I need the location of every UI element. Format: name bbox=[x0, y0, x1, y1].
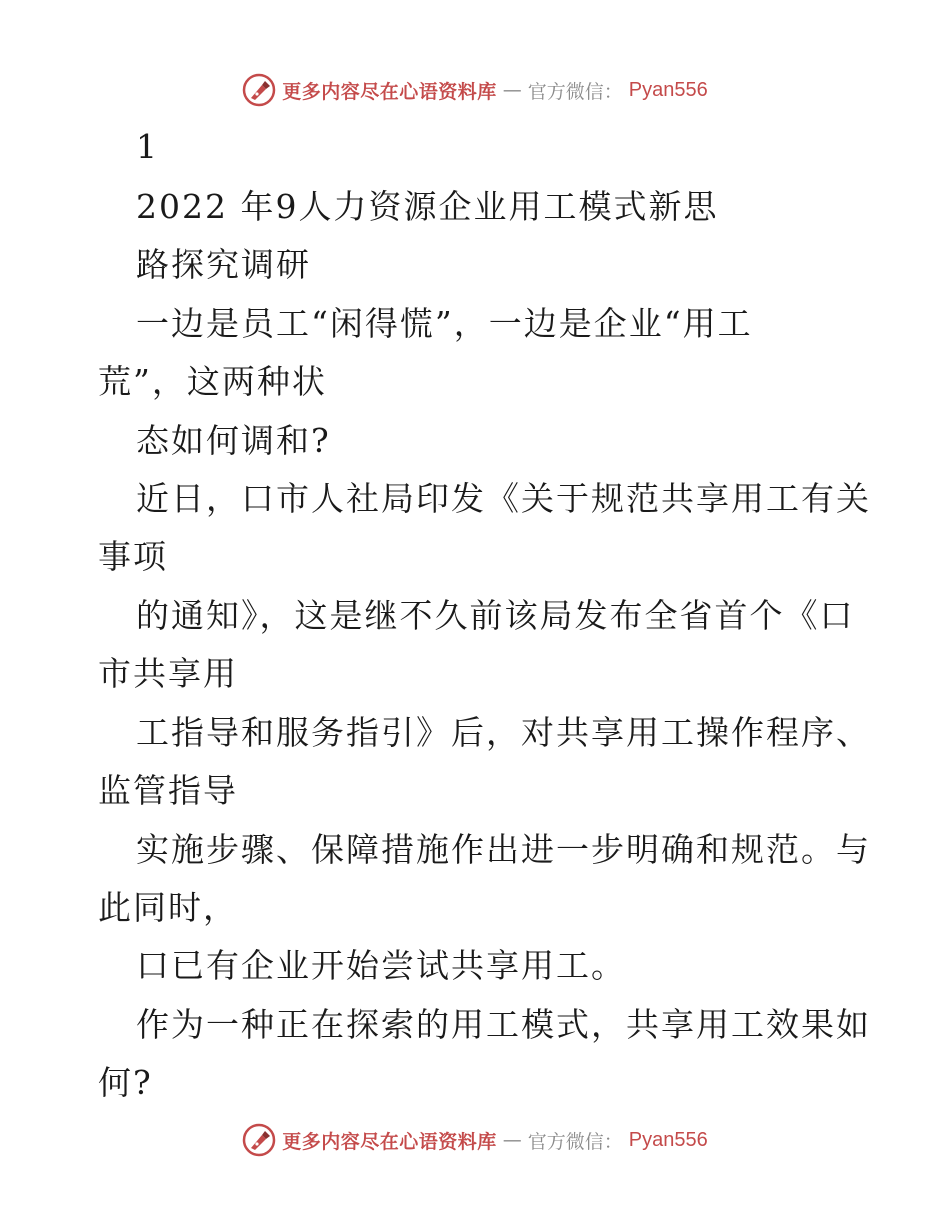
paragraph-line: 实施步骤、保障措施作出进一步明确和规范。与 bbox=[136, 830, 871, 869]
paragraph-line: 荒”，这两种状 bbox=[98, 362, 327, 401]
document-title-line-2: 路探究调研 bbox=[136, 245, 311, 284]
paragraph-line: 事项 bbox=[98, 537, 168, 576]
paragraph-line: 作为一种正在探索的用工模式，共享用工效果如 bbox=[136, 1005, 871, 1044]
watermark-dash: — bbox=[502, 1129, 522, 1151]
paragraph-line: 监管指导 bbox=[98, 771, 238, 810]
watermark-site-text: 更多内容尽在心语资料库 bbox=[282, 80, 497, 103]
paragraph-line: 一边是员工“闲得慌”，一边是企业“用工 bbox=[136, 304, 753, 343]
paragraph-line: 市共享用 bbox=[98, 654, 238, 693]
document-title-line-1: 2022 年9人力资源企业用工模式新思 bbox=[136, 187, 719, 226]
watermark-official-label: 官方微信： bbox=[527, 80, 623, 103]
watermark-dash: — bbox=[502, 79, 522, 101]
paragraph-line: 何? bbox=[98, 1063, 153, 1102]
watermark-wechat-id: Pyan556 bbox=[628, 78, 708, 101]
watermark-official-label: 官方微信： bbox=[527, 1130, 623, 1153]
watermark-wechat-id: Pyan556 bbox=[628, 1128, 708, 1151]
paragraph-line: 的通知》，这是继不久前该局发布全省首个《口 bbox=[136, 596, 855, 635]
paragraph-line: 口已有企业开始尝试共享用工。 bbox=[136, 946, 626, 985]
paragraph-line: 近日，口市人社局印发《关于规范共享用工有关 bbox=[136, 479, 871, 518]
pen-nib-logo-icon bbox=[242, 73, 276, 107]
footer-watermark bbox=[0, 1120, 950, 1160]
paragraph-line: 工指导和服务指引》后，对共享用工操作程序、 bbox=[136, 713, 871, 752]
watermark-site-text: 更多内容尽在心语资料库 bbox=[282, 1130, 497, 1153]
paragraph-line: 此同时， bbox=[98, 888, 238, 927]
header-watermark bbox=[0, 70, 950, 110]
page-number: 1 bbox=[136, 127, 159, 166]
paragraph-line: 态如何调和? bbox=[136, 421, 331, 460]
pen-nib-logo-icon bbox=[242, 1123, 276, 1157]
